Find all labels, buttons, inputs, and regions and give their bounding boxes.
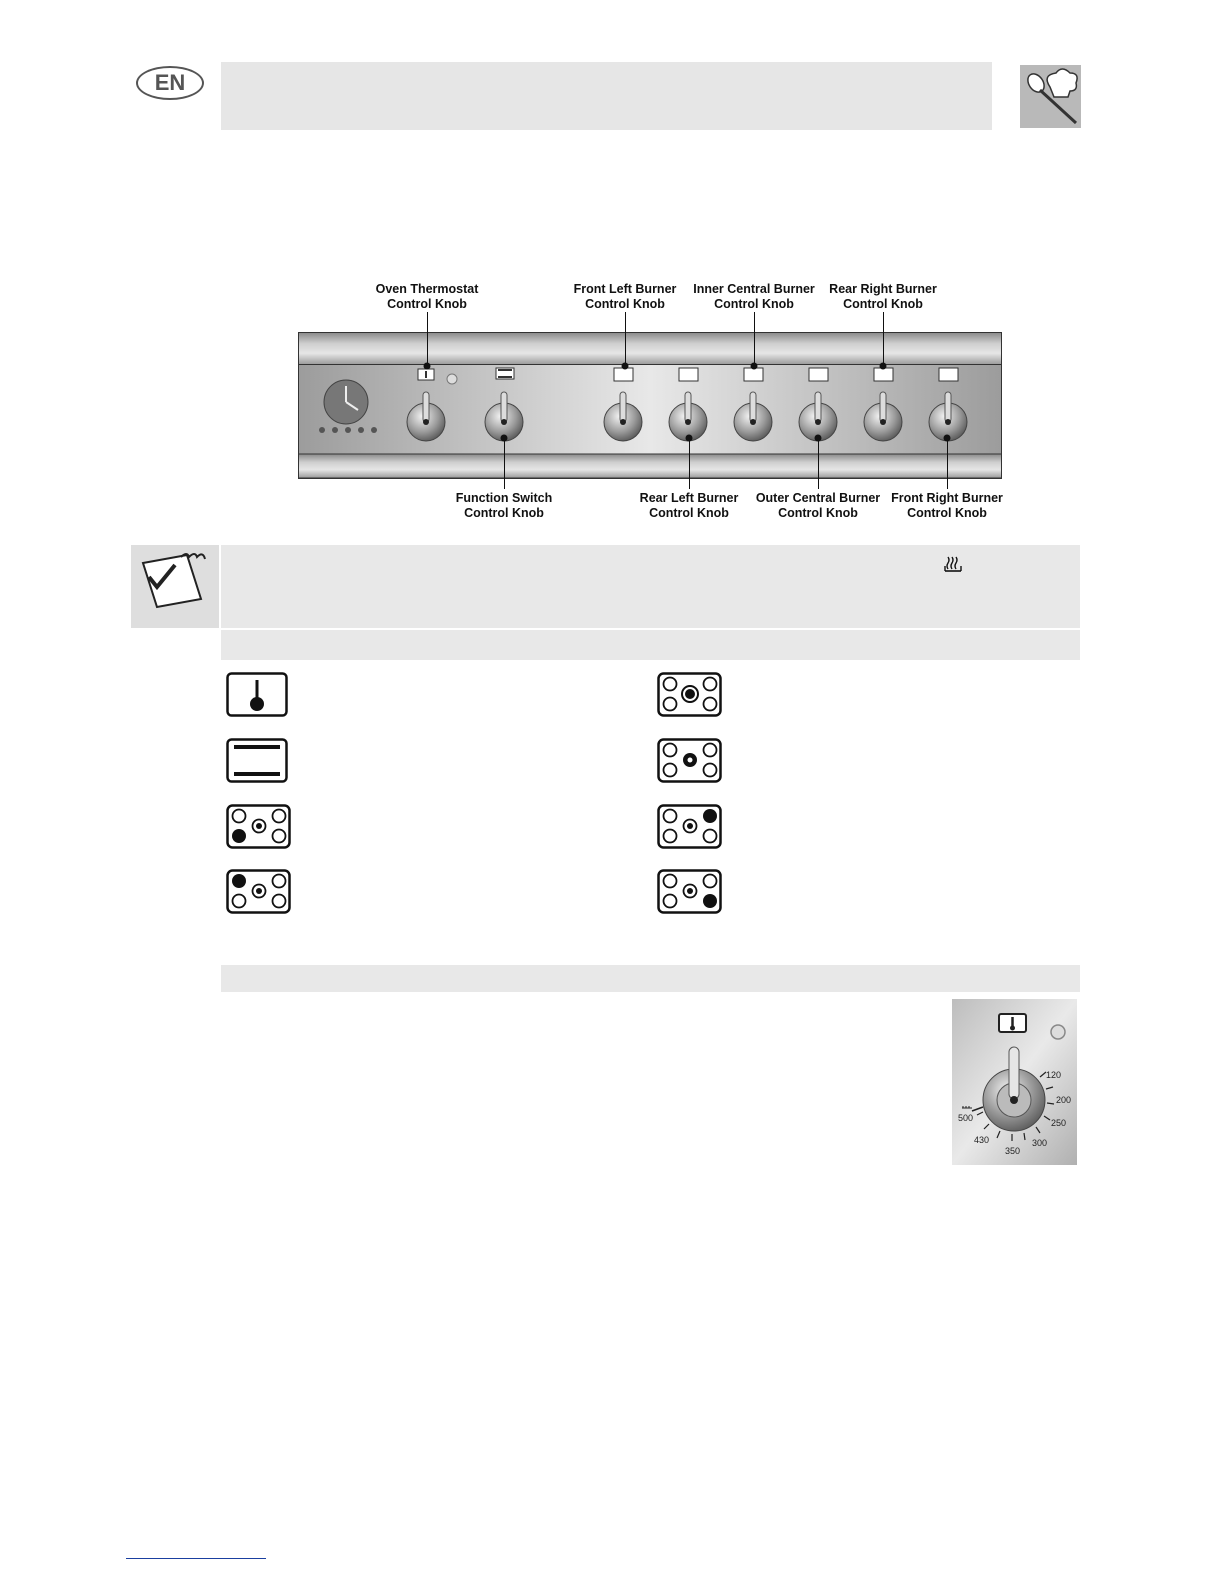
callout-front-right-burner: Front Right Burner Control Knob (891, 491, 1003, 520)
leader-line (625, 312, 626, 367)
leader-line (883, 312, 884, 367)
notepad-checkmark-icon (131, 545, 219, 628)
callout-inner-central-burner: Inner Central Burner Control Knob (693, 282, 815, 311)
section-bar (221, 630, 1080, 660)
front-right-burner-symbol-icon (657, 869, 723, 914)
leader-dot (686, 435, 693, 442)
callout-rear-right-burner: Rear Right Burner Control Knob (829, 282, 937, 311)
leader-line (427, 312, 428, 367)
scale-label: 350 (1005, 1146, 1021, 1156)
footer-rule (126, 1558, 266, 1559)
oven-function-symbol-icon (226, 738, 288, 783)
leader-line (689, 438, 690, 489)
scale-label: 430 (974, 1135, 990, 1145)
leader-dot (751, 363, 758, 370)
thermostat-knob-closeup (952, 999, 1077, 1165)
scale-label: 200 (1056, 1095, 1072, 1105)
leader-line (947, 438, 948, 489)
leader-dot (424, 363, 431, 370)
front-left-burner-symbol-icon (226, 869, 292, 914)
scale-label: 250 (1051, 1118, 1067, 1128)
leader-dot (815, 435, 822, 442)
scale-label: 300 (1032, 1138, 1048, 1148)
callout-oven-thermostat: Oven Thermostat Control Knob (375, 282, 479, 311)
thermostat-symbol-icon (226, 672, 288, 717)
rear-left-burner-symbol-icon (226, 804, 292, 849)
leader-dot (501, 435, 508, 442)
callout-front-left-burner: Front Left Burner Control Knob (573, 282, 677, 311)
panel-function-symbol (496, 368, 514, 379)
indicator-light (447, 374, 457, 384)
rear-right-burner-symbol-icon (657, 804, 723, 849)
callout-outer-central-burner: Outer Central Burner Control Knob (755, 491, 881, 520)
language-badge: EN (136, 66, 204, 100)
leader-dot (944, 435, 951, 442)
callout-rear-left-burner: Rear Left Burner Control Knob (639, 491, 739, 520)
header-band (221, 62, 992, 130)
spoon-and-chef-hat-icon (1020, 65, 1081, 128)
inner-central-burner-symbol-icon (657, 672, 723, 717)
scale-label: 500 (958, 1113, 974, 1123)
scale-label: 120 (1046, 1070, 1062, 1080)
leader-line (818, 438, 819, 489)
section-bar (221, 965, 1080, 992)
leader-line (504, 438, 505, 489)
analog-clock (324, 380, 368, 424)
leader-dot (622, 363, 629, 370)
callout-function-switch: Function Switch Control Knob (455, 491, 553, 520)
leader-line (754, 312, 755, 367)
panel-thermostat-symbol (418, 369, 434, 380)
control-panel-diagram (298, 332, 1002, 479)
heat-symbol-icon (944, 556, 962, 572)
outer-central-burner-symbol-icon (657, 738, 723, 783)
leader-dot (880, 363, 887, 370)
